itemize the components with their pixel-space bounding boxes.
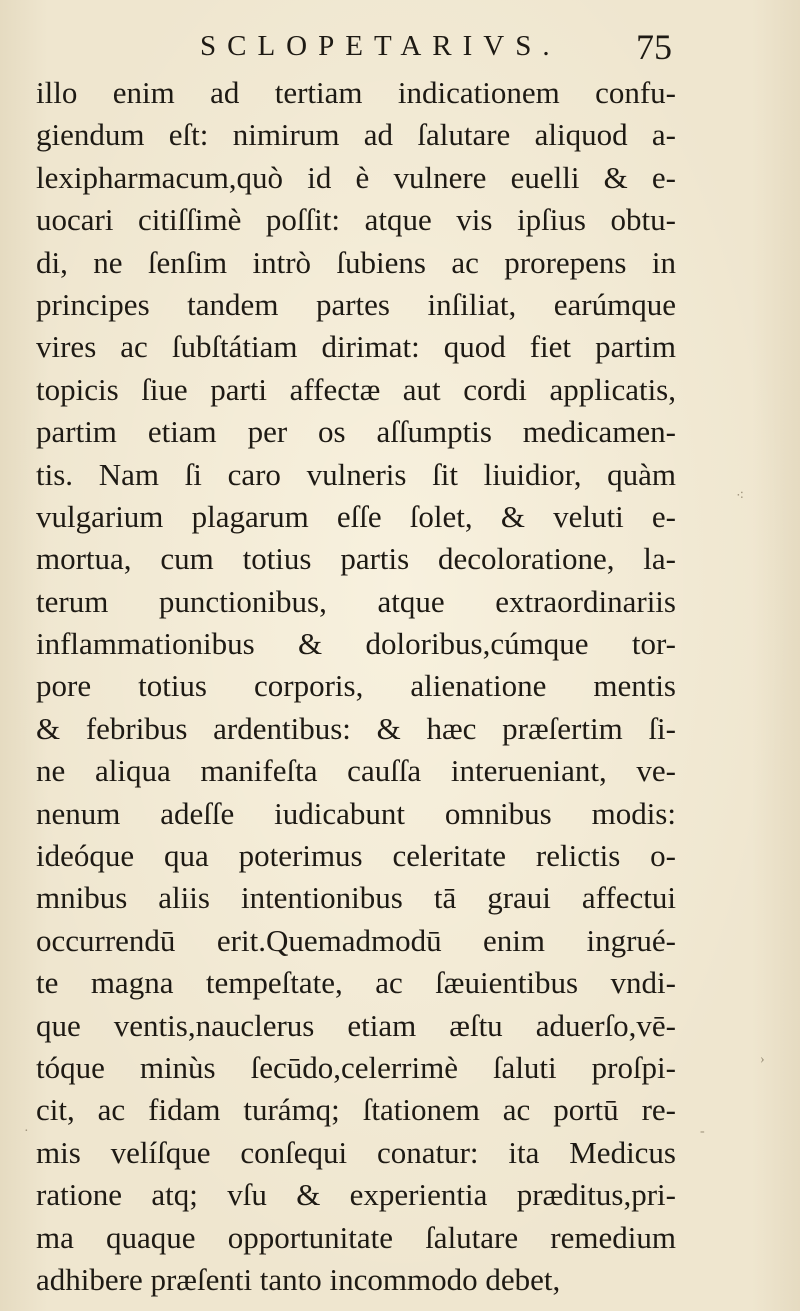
text-line: ideóque qua poterimus celeritate relictis o- bbox=[36, 838, 676, 874]
text-line: topicis ſiue parti affectæ aut cordi applicatis, bbox=[36, 371, 676, 407]
text-line: terum punctionibus, atque extraordinariis bbox=[36, 583, 676, 619]
text-line: que ventis,nauclerus etiam æſtu aduerſo,vē- bbox=[36, 1007, 676, 1043]
text-line: ma quaque opportunitate ſalutare remedium bbox=[36, 1219, 676, 1255]
text-line: vulgarium plagarum eſſe ſolet, & veluti e- bbox=[36, 498, 676, 534]
text-line: uocari citiſſimè poſſit: atque vis ipſius obtu- bbox=[36, 202, 676, 238]
text-line: mortua, cum totius partis decoloratione, la- bbox=[36, 541, 676, 577]
text-line: giendum eſt: nimirum ad ſalutare aliquod a- bbox=[36, 117, 676, 153]
text-line: adhibere præſenti tanto incommodo debet, bbox=[36, 1261, 561, 1297]
text-line: te magna tempeſtate, ac ſæuientibus vndi- bbox=[36, 965, 676, 1001]
text-line: inflammationibus & doloribus,cúmque tor- bbox=[36, 626, 676, 662]
text-line: di, ne ſenſim intrò ſubiens ac prorepens in bbox=[36, 244, 676, 280]
paper-mark: ⁖ bbox=[736, 489, 745, 504]
paper-mark: · bbox=[24, 1124, 29, 1139]
text-line: lexipharmacum,quò id è vulnere euelli & e- bbox=[36, 159, 676, 195]
text-line: mnibus aliis intentionibus tā graui affectui bbox=[36, 880, 676, 916]
text-line: illo enim ad tertiam indicationem confu- bbox=[36, 75, 676, 110]
body-text bbox=[36, 72, 676, 1301]
text-line: partim etiam per os aſſumptis medicamen- bbox=[36, 414, 676, 450]
text-line: & febribus ardentibus: & hæc præſertim ſi- bbox=[36, 710, 676, 746]
text-line: ratione atq; vſu & experientia præditus,pri- bbox=[36, 1177, 676, 1213]
page-number: 75 bbox=[636, 27, 672, 67]
paper-mark: - bbox=[700, 1124, 705, 1139]
text-line: mis velíſque conſequi conatur: ita Medicus bbox=[36, 1134, 676, 1170]
running-head: SCLOPETARIVS. bbox=[200, 30, 561, 62]
text-line: tis. Nam ſi caro vulneris ſit liuidior, quàm bbox=[36, 456, 676, 492]
text-line: principes tandem partes inſiliat, earúmque bbox=[36, 286, 676, 322]
text-line: ne aliqua manifeſta cauſſa interueniant, ve- bbox=[36, 753, 676, 789]
text-line: nenum adeſſe iudicabunt omnibus modis: bbox=[36, 795, 676, 831]
text-line: pore totius corporis, alienatione mentis bbox=[36, 668, 676, 704]
text-line: tóque minùs ſecūdo,celerrimè ſaluti proſpi- bbox=[36, 1049, 676, 1085]
text-line: occurrendū erit.Quemadmodū enim ingrué- bbox=[36, 922, 676, 958]
text-line: cit, ac fidam turámq; ſtationem ac portū re- bbox=[36, 1092, 676, 1128]
paper-mark: › bbox=[760, 1052, 765, 1067]
text-line: vires ac ſubſtátiam dirimat: quod fiet partim bbox=[36, 329, 676, 365]
